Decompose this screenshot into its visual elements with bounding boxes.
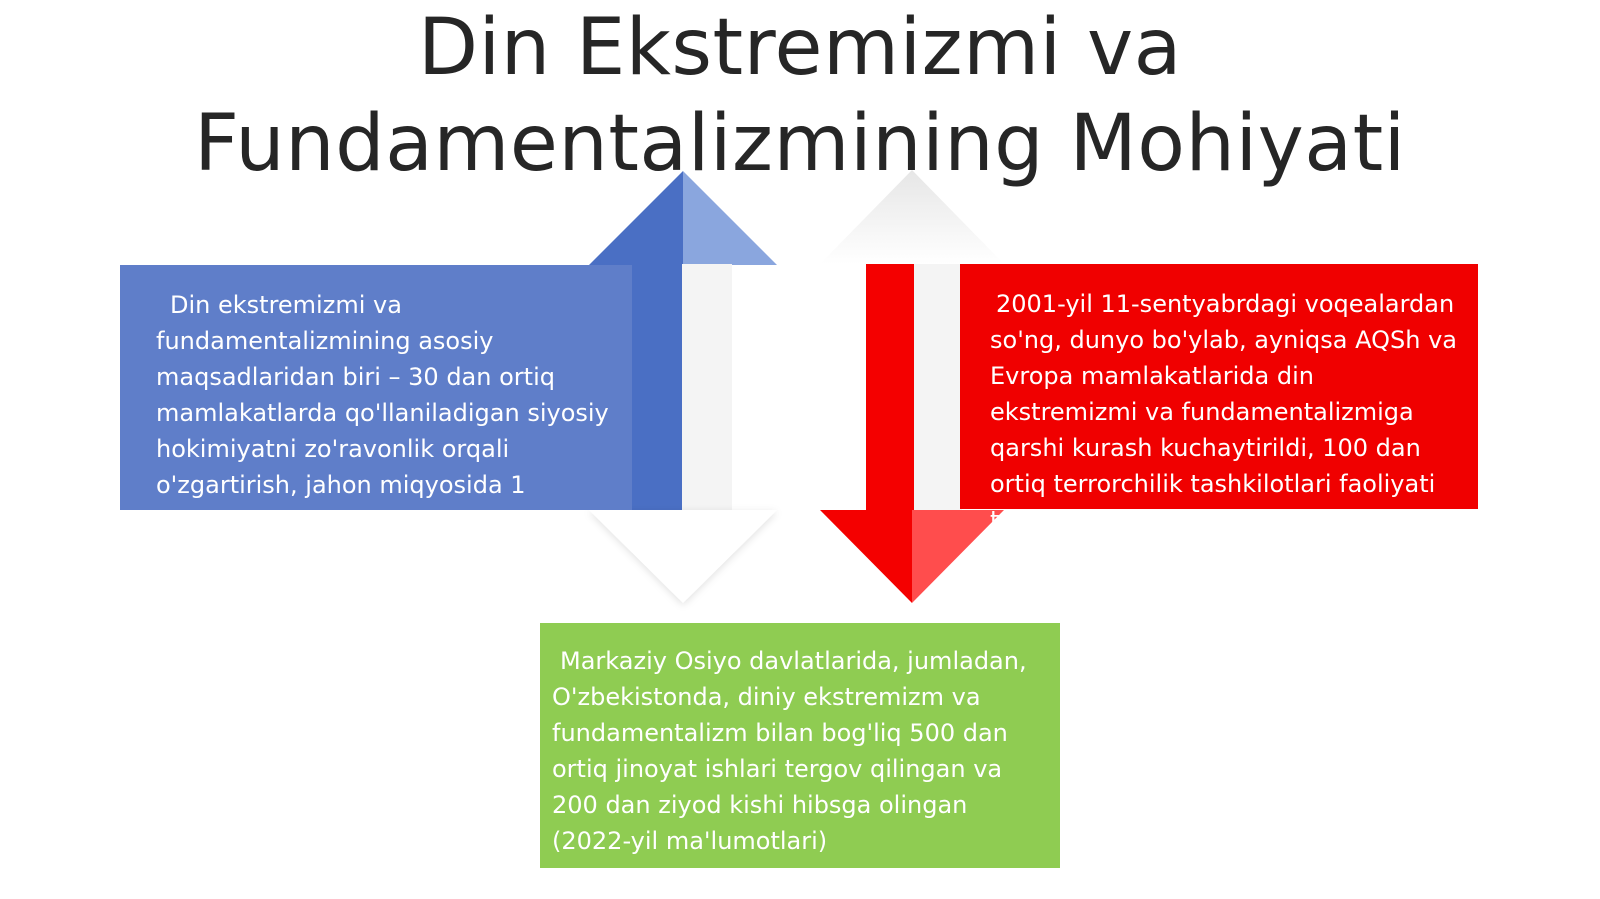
red-arrow-down-head xyxy=(820,510,1004,603)
arrow-shaft-white-right xyxy=(914,264,962,510)
red-text-box xyxy=(960,264,1478,534)
title-line-1: Din Ekstremizmi va xyxy=(418,3,1182,93)
blue-box-text: Din ekstremizmi va fundamentalizmining asosiy maqsadlaridan biri – 30 dan ortiq mamlakatlarda qo'llaniladigan siyosiy hokimiyatni zo'ravonlik orqali o'zgartirish, jahon miqyosida 1 milliondan ortiq kishi xyxy=(156,291,609,535)
slide-title xyxy=(0,0,1600,192)
green-text-box xyxy=(540,623,1060,868)
red-box-text: 2001-yil 11-sentyabrdagi voqealardan so'ng, dunyo bo'ylab, ayniqsa AQSh va Evropa mamlakatlarida din ekstremizmi va fundamentalizmiga qarshi kurash kuchaytirildi, 100 dan ortiq terrorchilik tashkilotlari faoliyati taqiqlandi xyxy=(990,290,1457,534)
white-arrow-down-head xyxy=(589,510,777,603)
arrow-shaft-white-left xyxy=(682,264,732,510)
red-arrow-shaft-left xyxy=(866,264,914,510)
blue-text-box xyxy=(120,265,632,535)
green-box-text: Markaziy Osiyo davlatlarida, jumladan, O'zbekistonda, diniy ekstremizm va fundamentalizm bilan bog'liq 500 dan ortiq jinoyat ishlari tergov qilingan va 200 dan ziyod kishi hibsga olingan (2022-yil ma'lumotlari) xyxy=(552,647,1027,855)
blue-arrow-shaft-left xyxy=(632,264,682,510)
title-line-2: Fundamentalizmining Mohiyati xyxy=(194,99,1406,189)
